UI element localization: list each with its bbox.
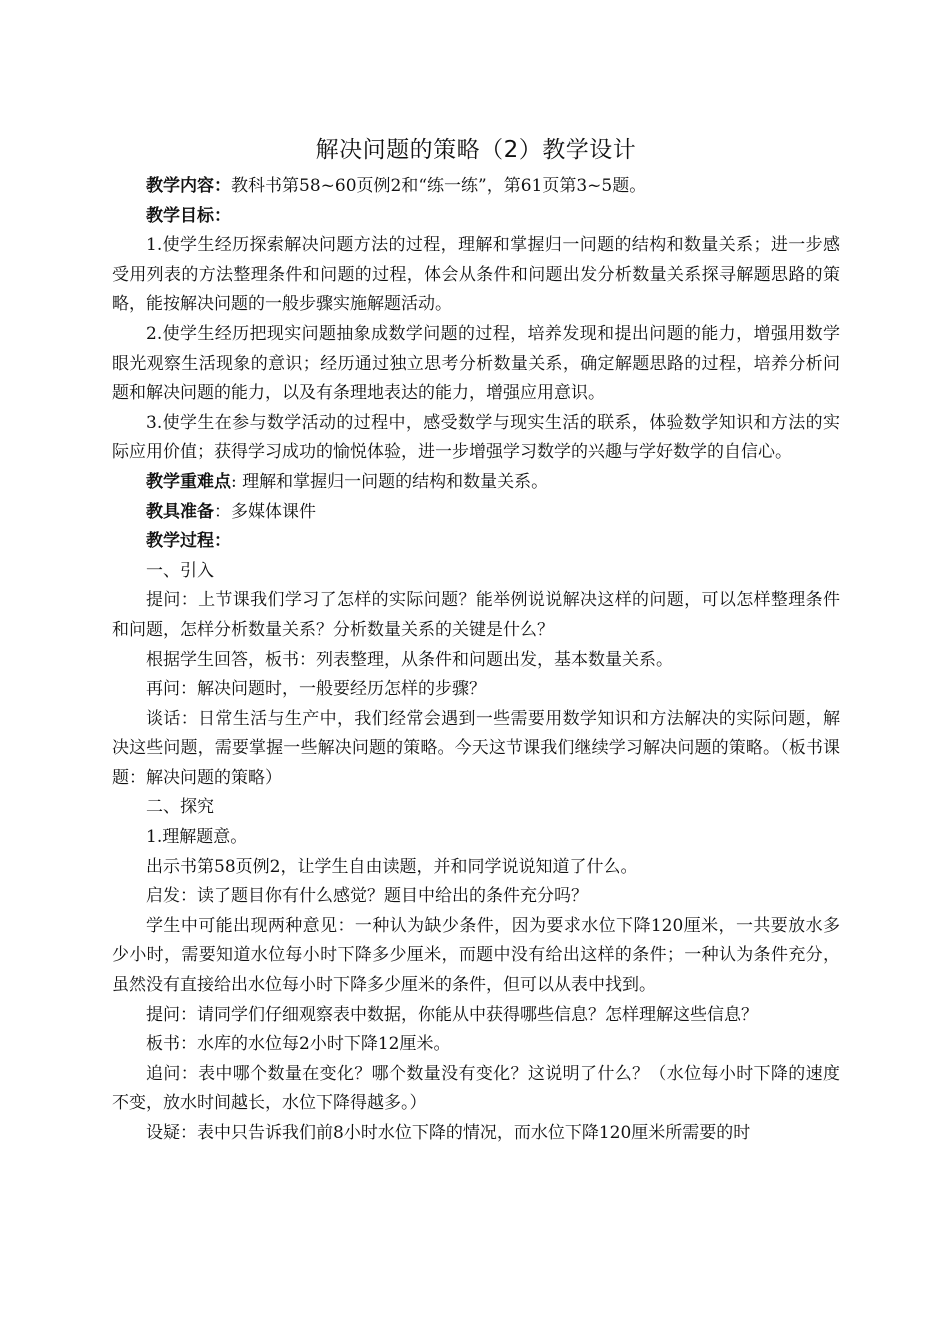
content-paragraph (112, 172, 840, 202)
process-paragraph: 1.理解题意。 (146, 827, 248, 848)
document-title: 解决问题的策略（2）教学设计 (315, 137, 637, 163)
process-paragraph: 启发：读了题目你有什么感觉？题目中给出的条件充分吗？ (146, 886, 588, 907)
process-paragraph: 再问：解决问题时，一般要经历怎样的步骤？ (146, 679, 486, 700)
goal-paragraph-2: 2.使学生经历把现实问题抽象成数学问题的过程，培养发现和提出问题的能力，增强用数学眼光观察生活现象的意识；经历通过独立思考分析数量关系，确定解题思路的过程，培养分析问题和解决问题的能力，以及有条理地表达的能力，增强应用意识。 (112, 323, 840, 404)
goal-paragraph-1: 1.使学生经历探索解决问题方法的过程，理解和掌握归一问题的结构和数量关系；进一步感受用列表的方法整理条件和问题的过程，体会从条件和问题出发分析数量关系探寻解题思路的策略，能按解决问题的一般步骤实施解题活动。 (112, 235, 840, 315)
key-points-text: : 理解和掌握归一问题的结构和数量关系。 (231, 471, 549, 492)
section-heading-explore: 二、探究 (146, 797, 214, 818)
process-heading-paragraph (112, 527, 840, 557)
process-paragraph: 谈话：日常生活与生产中，我们经常会遇到一些需要用数学知识和方法解决的实际问题，解决这些问题，需要掌握一些解决问题的策略。今天这节课我们继续学习解决问题的策略。（板书课题：解决问题的策略） (112, 708, 840, 788)
content-label: 教学内容： (146, 176, 231, 196)
materials-text: ：多媒体课件 (214, 501, 316, 522)
process-paragraph: 提问：请同学们仔细观察表中数据，你能从中获得哪些信息？怎样理解这些信息？ (146, 1004, 758, 1025)
process-paragraph: 提问：上节课我们学习了怎样的实际问题？能举例说说解决这样的问题，可以怎样整理条件和问题，怎样分析数量关系？分析数量关系的关键是什么？ (112, 590, 840, 640)
content-text: 教科书第58~60页例2和“练一练”，第61页第3~5题。 (231, 176, 647, 196)
process-paragraph: 设疑：表中只告诉我们前8小时水位下降的情况，而水位下降120厘米所需要的时 (146, 1123, 751, 1143)
process-paragraph: 追问：表中哪个数量在变化？哪个数量没有变化？这说明了什么？（水位每小时下降的速度不变，放水时间越长，水位下降得越多。） (112, 1063, 840, 1114)
document-page (112, 130, 840, 1149)
process-heading: 教学过程： (146, 531, 231, 552)
goals-heading: 教学目标： (146, 205, 231, 226)
goal-paragraph-3: 3.使学生在参与数学活动的过程中，感受数学与现实生活的联系，体验数学知识和方法的实际应用价值；获得学习成功的愉悦体验，进一步增强学习数学的兴趣与学好数学的自信心。 (112, 412, 840, 463)
process-paragraph: 根据学生回答，板书：列表整理，从条件和问题出发，基本数量关系。 (146, 649, 673, 670)
goals-heading-paragraph (112, 202, 840, 232)
process-paragraph: 学生中可能出现两种意见：一种认为缺少条件，因为要求水位下降120厘米，一共要放水多少小时，需要知道水位每小时下降多少厘米，而题中没有给出这样的条件；一种认为条件充分，虽然没有直接给出水位每小时下降多少厘米的条件，但可以从表中找到。 (112, 915, 840, 996)
materials-paragraph (112, 498, 840, 528)
key-points-paragraph (112, 468, 840, 498)
section-heading-intro: 一、引入 (146, 560, 214, 581)
key-points-label: 教学重难点 (146, 471, 231, 492)
process-paragraph: 出示书第58页例2，让学生自由读题，并和同学说说知道了什么。 (146, 856, 638, 877)
materials-label: 教具准备 (146, 501, 214, 522)
process-paragraph: 板书：水库的水位每2小时下降12厘米。 (146, 1034, 451, 1055)
